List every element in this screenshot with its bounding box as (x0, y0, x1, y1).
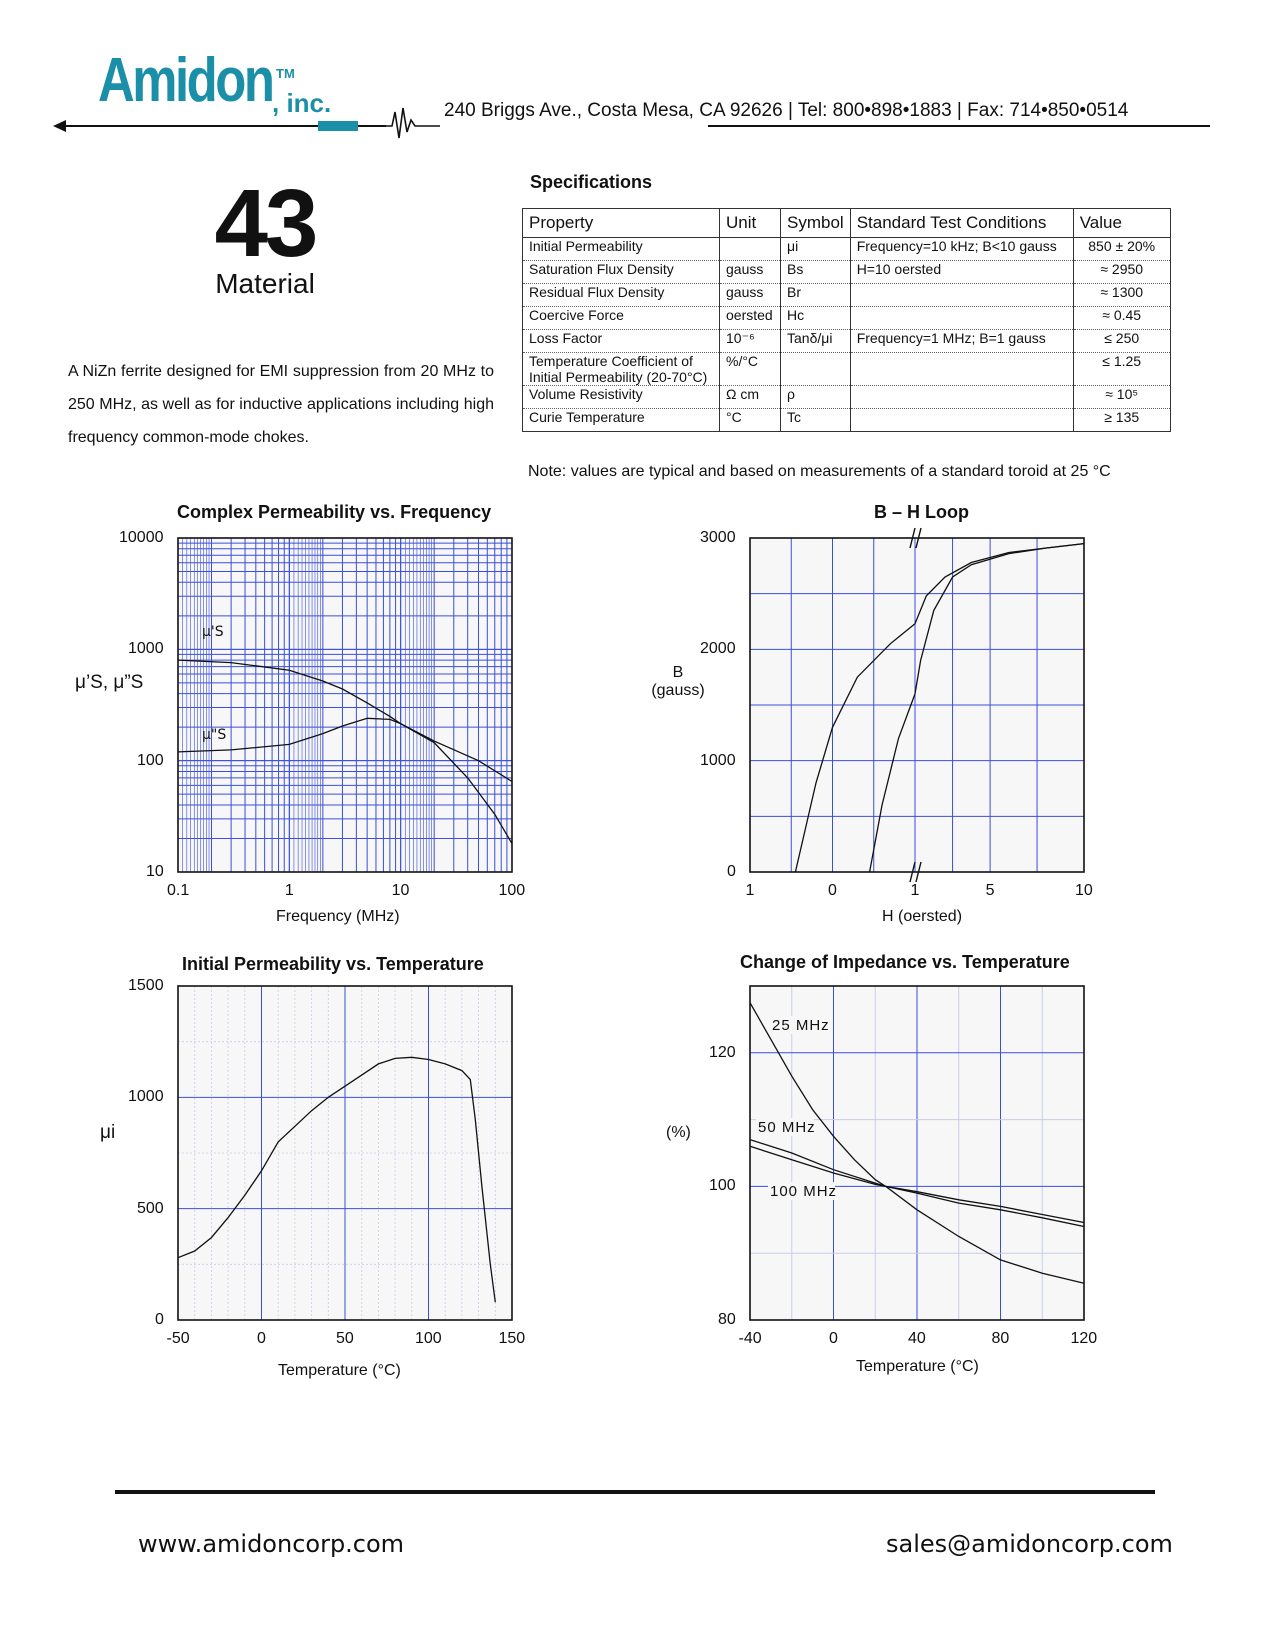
chart-permeability-temperature (178, 986, 512, 1320)
specifications-title: Specifications (530, 172, 653, 192)
x-tick-label: 10 (1075, 882, 1093, 899)
spec-cell-conditions: H=10 oersted (850, 261, 1073, 284)
chart2-ylabel: B (gauss) (651, 664, 705, 699)
material-label: Material (215, 268, 315, 299)
x-tick-label: 0 (257, 1330, 266, 1347)
spec-cell-property: Loss Factor (523, 330, 720, 353)
spec-cell-unit (720, 238, 781, 261)
chart-title-impedance-temperature: Change of Impedance vs. Temperature (740, 952, 1070, 972)
spec-row (523, 284, 1171, 307)
x-tick-label: 100 (415, 1330, 442, 1347)
spec-cell-symbol: μi (781, 238, 851, 261)
spec-cell-value: ≈ 0.45 (1073, 307, 1170, 330)
x-tick-label: -50 (166, 1330, 190, 1347)
spec-cell-symbol: ρ (781, 386, 851, 409)
chart-bh-loop (750, 538, 1084, 872)
series-label: 100 MHz (770, 1183, 838, 1200)
company-address: 240 Briggs Ave., Costa Mesa, CA 92626 | Tel: 800•898•1883 | Fax: 714•850•0514 (444, 100, 1129, 121)
spec-row (523, 386, 1171, 409)
spec-cell-value: ≈ 1300 (1073, 284, 1170, 307)
spec-cell-property: Volume Resistivity (523, 386, 720, 409)
chart3-xlabel: Temperature (°C) (278, 1362, 401, 1379)
spec-row (523, 330, 1171, 353)
y-tick-label: 1000 (128, 1088, 164, 1106)
spec-cell-unit: °C (720, 409, 781, 432)
spec-cell-value: 850 ± 20% (1073, 238, 1170, 261)
spec-cell-unit: Ω cm (720, 386, 781, 409)
col-header-value: Value (1073, 209, 1170, 238)
spec-cell-property: Saturation Flux Density (523, 261, 720, 284)
spec-cell-property: Curie Temperature (523, 409, 720, 432)
plot-background (178, 538, 512, 872)
spec-row (523, 353, 1171, 386)
spec-cell-symbol: Hc (781, 307, 851, 330)
chart2-xlabel: H (oersted) (882, 908, 963, 925)
chart-permeability-frequency (178, 538, 512, 872)
chart3-ylabel: μi (100, 1122, 116, 1143)
chart-title-permeability-temperature: Initial Permeability vs. Temperature (182, 954, 484, 974)
y-tick-label: 10000 (119, 529, 164, 546)
x-tick-label: 100 (498, 882, 526, 899)
y-tick-label: 2000 (700, 640, 736, 658)
spec-cell-unit: 10⁻⁶ (720, 330, 781, 353)
footer-email-link[interactable]: sales@amidoncorp.com (886, 1530, 1173, 1558)
y-tick-label: 0 (155, 1311, 164, 1328)
y-tick-label: 10 (146, 863, 164, 880)
spec-cell-unit: %/°C (720, 353, 781, 386)
x-tick-label: 50 (336, 1330, 354, 1347)
signal-wave-icon (386, 108, 440, 138)
y-tick-label: 120 (709, 1043, 736, 1061)
y-tick-label: 500 (137, 1199, 164, 1217)
material-number: 43 (214, 170, 316, 277)
spec-row (523, 307, 1171, 330)
trademark-mark: TM (276, 66, 295, 81)
spec-row (523, 238, 1171, 261)
logo-underline-bar (318, 121, 358, 131)
spec-cell-symbol: Tc (781, 409, 851, 432)
y-tick-label: 3000 (700, 529, 736, 546)
series-label-mu-double-prime: μ"S (202, 727, 227, 743)
y-tick-label: 100 (709, 1177, 736, 1195)
spec-cell-value: ≈ 10⁵ (1073, 386, 1170, 409)
y-tick-label: 80 (718, 1311, 736, 1328)
chart4-ylabel: (%) (666, 1124, 691, 1141)
y-tick-label: 1000 (700, 751, 736, 769)
x-tick-label: 1 (745, 882, 755, 899)
spec-cell-unit: oersted (720, 307, 781, 330)
spec-cell-conditions: Frequency=10 kHz; B<10 gauss (850, 238, 1073, 261)
spec-cell-value: ≥ 135 (1073, 409, 1170, 432)
spec-cell-value: ≤ 1.25 (1073, 353, 1170, 386)
y-tick-label: 0 (727, 863, 736, 880)
spec-cell-conditions (850, 307, 1073, 330)
spec-cell-conditions (850, 386, 1073, 409)
spec-cell-conditions (850, 353, 1073, 386)
series-label-mu-prime: μ'S (202, 624, 224, 640)
series-label: 50 MHz (758, 1119, 816, 1136)
spec-note: Note: values are typical and based on measurements of a standard toroid at 25 °C (528, 463, 1111, 480)
spec-cell-symbol: Br (781, 284, 851, 307)
chart-impedance-temperature (750, 986, 1084, 1320)
col-header-property: Property (523, 209, 720, 238)
spec-cell-property: Coercive Force (523, 307, 720, 330)
y-tick-label: 1500 (128, 977, 164, 994)
x-tick-label: 1 (284, 882, 294, 899)
col-header-conditions: Standard Test Conditions (850, 209, 1073, 238)
header-arrow-head (53, 120, 66, 132)
company-logo-inc: , inc. (272, 88, 332, 118)
x-tick-label: 40 (908, 1330, 926, 1347)
spec-cell-property: Temperature Coefficient of Initial Permeability (20-70°C) (523, 353, 720, 386)
material-description: A NiZn ferrite designed for EMI suppression from 20 MHz to 250 MHz, as well as for inductive applications including high frequency common-mode chokes. (68, 363, 494, 446)
y-tick-label: 100 (137, 751, 164, 769)
chart4-xlabel: Temperature (°C) (856, 1358, 979, 1375)
spec-cell-symbol: Bs (781, 261, 851, 284)
spec-header-row (523, 209, 1171, 238)
chart1-ylabel: μ’S, μ”S (75, 672, 144, 693)
x-tick-label: -40 (738, 1330, 762, 1347)
x-tick-label: 0.1 (167, 882, 190, 899)
series-label: 25 MHz (772, 1017, 830, 1034)
x-tick-label: 80 (991, 1330, 1010, 1347)
x-tick-label: 0 (829, 1330, 838, 1347)
col-header-unit: Unit (720, 209, 781, 238)
col-header-symbol: Symbol (781, 209, 851, 238)
x-tick-label: 150 (498, 1330, 526, 1347)
spec-cell-unit: gauss (720, 261, 781, 284)
spec-cell-symbol: Tanδ/μi (781, 330, 851, 353)
spec-row (523, 409, 1171, 432)
spec-cell-symbol (781, 353, 851, 386)
spec-cell-unit: gauss (720, 284, 781, 307)
specifications-table (522, 208, 1171, 432)
x-tick-label: 10 (391, 882, 410, 899)
y-tick-label: 1000 (128, 640, 164, 658)
chart-title-permeability-frequency: Complex Permeability vs. Frequency (177, 502, 492, 522)
spec-cell-conditions: Frequency=1 MHz; B=1 gauss (850, 330, 1073, 353)
x-tick-label: 120 (1070, 1330, 1098, 1347)
chart1-xlabel: Frequency (MHz) (276, 908, 400, 925)
spec-cell-value: ≤ 250 (1073, 330, 1170, 353)
x-tick-label: 1 (910, 882, 920, 899)
x-tick-label: 0 (828, 882, 837, 899)
spec-cell-property: Initial Permeability (523, 238, 720, 261)
spec-cell-conditions (850, 284, 1073, 307)
spec-cell-conditions (850, 409, 1073, 432)
spec-cell-property: Residual Flux Density (523, 284, 720, 307)
footer-rule (115, 1490, 1155, 1494)
footer-website-link[interactable]: www.amidoncorp.com (138, 1530, 405, 1558)
company-logo[interactable]: Amidon (98, 46, 273, 115)
spec-row (523, 261, 1171, 284)
x-tick-label: 5 (985, 882, 995, 899)
chart-title-bh-loop: B – H Loop (874, 502, 969, 522)
spec-cell-value: ≈ 2950 (1073, 261, 1170, 284)
